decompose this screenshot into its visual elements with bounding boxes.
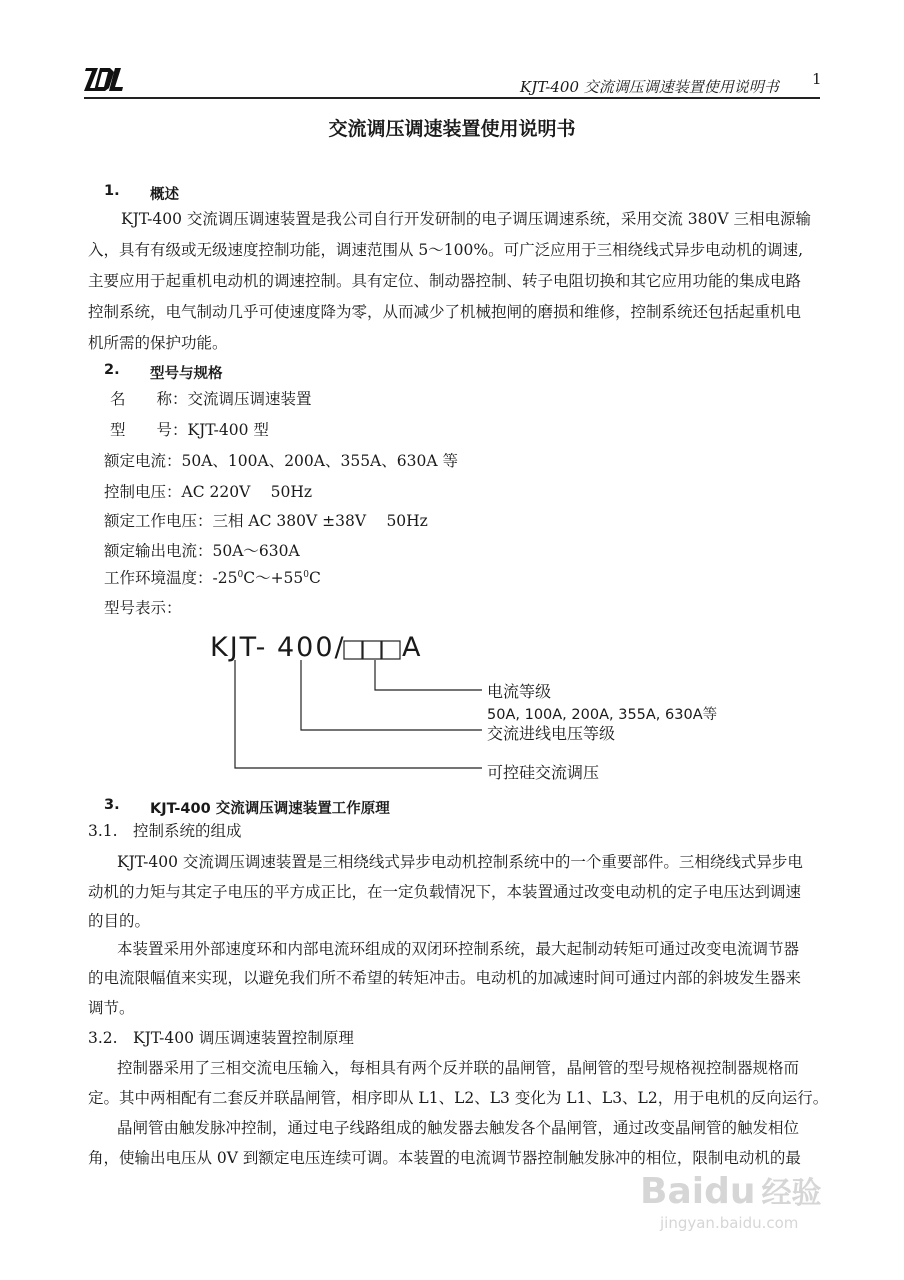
model-part-a: A [402,632,421,663]
spec-model: 型 号：KJT-400 型 [110,421,269,439]
para-line: 控制器采用了三相交流电压输入，每相具有两个反并联的晶闸管，晶闸管的型号规格视控制器规格而 [117,1059,800,1077]
subsection31-number: 3.1. [88,822,118,840]
model-part-kjt: KJT- [210,632,268,663]
spec-current: 额定电流：50A、100A、200A、355A、630A 等 [104,452,458,470]
subsection31-title: 控制系统的组成 [133,822,242,840]
spec-output-current: 额定输出电流：50A～630A [104,542,300,560]
para-line: KJT-400 交流调压调速装置是三相绕线式异步电动机控制系统中的一个重要部件。三相绕线式异步电 [117,853,803,871]
section1-line: 机所需的保护功能。 [88,334,228,352]
para-line: 的电流限幅值来实现，以避免我们所不希望的转矩冲击。电动机的加减速时间可通过内部的斜坡发生器来 [88,969,802,987]
para-line: 动机的力矩与其定子电压的平方成正比，在一定负载情况下，本装置通过改变电动机的定子电压达到调速 [88,883,802,901]
watermark-brand [640,1168,821,1212]
model-label: 型号表示： [104,599,182,617]
watermark-url: jingyan.baidu.com [660,1214,799,1232]
watermark-brand-text: Baidu [640,1171,756,1212]
section1-line: KJT-400 交流调压调速装置是我公司自行开发研制的电子调压调速系统，采用交流 380V 三相电源输 [121,210,812,228]
section1-number: 1. [104,183,120,199]
spec-working-voltage: 额定工作电压：三相 AC 380V ±38V 50Hz [104,512,428,530]
section2-number: 2. [104,362,120,378]
spec-temperature: 工作环境温度：$-25^0C\sim+55^0C$ [104,569,321,588]
para-line: 定。其中两相配有二套反并联晶闸管，相序即从 L1、L2、L3 变化为 L1、L3、L2，用于电机的反向运行。 [88,1089,829,1107]
para-line: 本装置采用外部速度环和内部电流环组成的双闭环控制系统，最大起制动转矩可通过改变电流调节器 [117,940,800,958]
subsection32-number: 3.2. [88,1029,118,1047]
section3-heading: KJT-400 交流调压调速装置工作原理 [150,801,390,817]
para-line: 调节。 [88,999,135,1017]
section2-heading: 型号与规格 [150,366,223,382]
label-current-grade: 电流等级 [487,682,552,701]
label-voltage-grade: 交流进线电压等级 [487,724,616,743]
watermark-brand-cn: 经验 [761,1176,822,1211]
section1-line: 主要应用于起重机电动机的调速控制。具有定位、制动器控制、转子电阻切换和其它应用功能的集成电路 [88,272,802,290]
label-current-values: 50A, 100A, 200A, 355A, 630A等 [487,707,718,723]
label-scr: 可控硅交流调压 [487,763,600,782]
spec-control-voltage: 控制电压：AC 220V 50Hz [104,483,313,501]
spec-name: 名 称：交流调压调速装置 [110,390,312,408]
para-line: 的目的。 [88,912,151,930]
para-line: 晶闸管由触发脉冲控制，通过电子线路组成的触发器去触发各个晶闸管，通过改变晶闸管的触发相位 [117,1119,800,1137]
section1-heading: 概述 [150,187,179,203]
subsection32-title: KJT-400 调压调速装置控制原理 [133,1029,354,1047]
model-part-400: 400/ [277,632,346,663]
para-line: 角，使输出电压从 0V 到额定电压连续可调。本装置的电流调节器控制触发脉冲的相位，限制电动机的最 [88,1149,801,1167]
page-number: 1 [812,70,822,88]
section1-line: 控制系统，电气制动几乎可使速度降为零，从而减少了机械抱闸的磨损和维修，控制系统还包括起重机电 [88,303,802,321]
section1-line: 入，具有有级或无级速度控制功能，调速范围从 5～100%。可广泛应用于三相绕线式异步电动机的调速, [88,241,804,259]
section3-number: 3. [104,797,120,813]
running-title: KJT-400 交流调压调速装置使用说明书 [520,78,779,96]
doc-title: 交流调压调速装置使用说明书 [328,118,576,140]
